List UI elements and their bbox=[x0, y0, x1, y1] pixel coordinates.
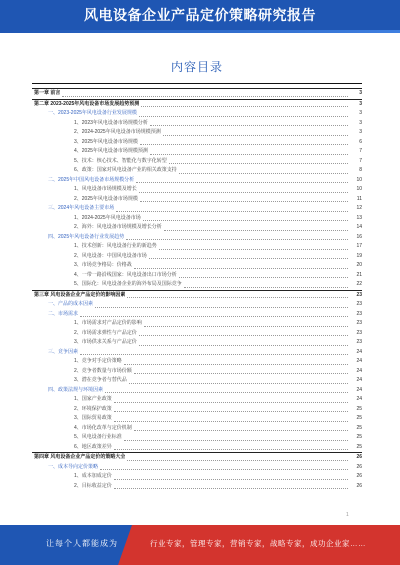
toc-entry-page: 24 bbox=[356, 386, 362, 393]
toc-entry-text: 5、风电设备行业标准 bbox=[74, 434, 122, 440]
toc-entry-page: 3 bbox=[359, 129, 362, 135]
toc-entry[interactable] bbox=[32, 147, 362, 157]
toc-page bbox=[32, 40, 362, 510]
toc-entry-page: 24 bbox=[356, 377, 362, 383]
toc-entry-page: 20 bbox=[356, 262, 362, 268]
toc-leader-dots bbox=[114, 410, 348, 412]
toc-entry-text: 一、2023-2025年风电设备行业发展规模 bbox=[48, 110, 137, 116]
toc-entry-text: 四、2025年风电设备行业发展趋势 bbox=[48, 233, 125, 240]
toc-entry-page: 23 bbox=[356, 329, 362, 336]
toc-entry-page: 25 bbox=[356, 405, 362, 412]
toc-entry[interactable] bbox=[32, 109, 362, 119]
toc-entry-page: 3 bbox=[359, 110, 362, 116]
toc-entry-text: 一、成本导向定价策略 bbox=[48, 463, 99, 470]
toc-heading: 内容目录 bbox=[170, 60, 223, 74]
toc-entry[interactable] bbox=[32, 185, 362, 195]
toc-leader-dots bbox=[140, 143, 348, 145]
toc-entry[interactable] bbox=[32, 176, 362, 186]
toc-entry-text: 三、竞争因素 bbox=[48, 348, 79, 355]
toc-entry-text: 四、政策法规与环境因素 bbox=[48, 386, 104, 393]
toc-entry-page: 3 bbox=[359, 90, 362, 96]
toc-entry-text: 3、2025年风电设备市场规模 bbox=[74, 138, 138, 145]
toc-entry[interactable] bbox=[32, 242, 362, 252]
toc-entry[interactable] bbox=[32, 443, 362, 453]
toc-entry-text: 5、技术：核心技术、智能化与数字化转型 bbox=[74, 157, 167, 164]
toc-entry[interactable] bbox=[32, 252, 362, 262]
toc-divider bbox=[32, 83, 362, 84]
header-underline bbox=[0, 30, 400, 33]
toc-entry-text: 1、技术创新：风电设备行业的新趋势 bbox=[74, 243, 157, 249]
report-header bbox=[0, 0, 400, 30]
toc-leader-dots bbox=[149, 257, 348, 259]
toc-entry-text: 4、2025年风电设备市场规模预测 bbox=[74, 148, 148, 154]
toc-entry-text: 3、市场竞争格局：价格战 bbox=[74, 262, 132, 268]
toc-leader-dots bbox=[150, 124, 348, 126]
toc-leader-dots bbox=[184, 286, 348, 288]
toc-entry-page: 25 bbox=[356, 415, 362, 421]
toc-entry[interactable] bbox=[32, 357, 362, 367]
toc-leader-dots bbox=[141, 105, 348, 107]
toc-entry[interactable] bbox=[32, 472, 362, 482]
toc-entry[interactable] bbox=[32, 395, 362, 405]
toc-leader-dots bbox=[150, 153, 348, 155]
toc-leader-dots bbox=[163, 134, 348, 136]
page-number: 1 bbox=[346, 512, 349, 518]
toc-leader-dots bbox=[179, 172, 348, 174]
toc-leader-dots bbox=[134, 372, 348, 374]
toc-entry[interactable] bbox=[32, 166, 362, 176]
toc-entry-text: 一、产品的成本因素 bbox=[48, 301, 94, 307]
toc-leader-dots bbox=[139, 115, 348, 117]
toc-entry[interactable] bbox=[32, 405, 362, 415]
toc-entry-page: 3 bbox=[359, 100, 362, 107]
toc-entry-page: 3 bbox=[359, 119, 362, 126]
toc-entry-page: 23 bbox=[356, 339, 362, 345]
toc-entry-page: 26 bbox=[356, 463, 362, 470]
toc-entry-page: 17 bbox=[356, 243, 362, 249]
toc-entry-page: 25 bbox=[356, 443, 362, 450]
toc-entry-text: 4、一带一路沿线国家：风电设备出口市场分析 bbox=[74, 271, 177, 278]
toc-entry[interactable] bbox=[32, 338, 362, 348]
toc-entry[interactable] bbox=[32, 195, 362, 205]
toc-entry-text: 2、海外：风电设备市场规模及增长分析 bbox=[74, 224, 162, 230]
toc-entry[interactable] bbox=[32, 463, 362, 473]
toc-leader-dots bbox=[124, 363, 348, 365]
toc-leader-dots bbox=[124, 439, 348, 441]
toc-entry-page: 10 bbox=[356, 176, 362, 183]
toc-entry-page: 11 bbox=[356, 195, 362, 202]
toc-entry[interactable] bbox=[32, 367, 362, 377]
toc-leader-dots bbox=[159, 248, 348, 250]
toc-entry-page: 21 bbox=[356, 271, 362, 278]
toc-entry-page: 23 bbox=[356, 291, 362, 298]
toc-leader-dots bbox=[134, 429, 348, 431]
toc-leader-dots bbox=[127, 296, 348, 298]
footer-banner bbox=[0, 525, 400, 565]
toc-leader-dots bbox=[129, 382, 348, 384]
toc-entry-page: 22 bbox=[356, 281, 362, 287]
toc-entry-text: 第二章 2023-2025年风电设备市场发展趋势预测 bbox=[34, 100, 140, 107]
toc-entry-text: 二、2025年中国风电设备市场规模分析 bbox=[48, 176, 135, 183]
toc-entry-page: 24 bbox=[356, 348, 362, 355]
toc-entry-text: 2、2025年风电设备市场规模 bbox=[74, 195, 138, 202]
toc-entry-page: 14 bbox=[356, 224, 362, 230]
toc-entry-page: 23 bbox=[356, 320, 362, 326]
toc-entry-text: 5、国际化：风电设备企业的海外布局及国际竞争 bbox=[74, 281, 182, 287]
toc-leader-dots bbox=[169, 162, 348, 164]
toc-entry-page: 6 bbox=[359, 138, 362, 145]
toc-entry[interactable] bbox=[32, 271, 362, 281]
toc-entry-text: 1、成本加成定价 bbox=[74, 473, 112, 479]
footer-slogan-left: 让每个人都能成为 bbox=[46, 539, 118, 548]
toc-list bbox=[32, 88, 362, 491]
toc-leader-dots bbox=[179, 276, 348, 278]
toc-entry-page: 24 bbox=[356, 367, 362, 374]
toc-leader-dots bbox=[139, 191, 348, 193]
toc-entry[interactable] bbox=[32, 157, 362, 167]
toc-entry[interactable] bbox=[32, 280, 362, 290]
toc-leader-dots bbox=[114, 401, 348, 403]
toc-entry-text: 1、竞争对手定价策略 bbox=[74, 358, 122, 364]
toc-leader-dots bbox=[80, 315, 348, 317]
toc-entry-page: 25 bbox=[356, 424, 362, 431]
toc-entry[interactable] bbox=[32, 214, 362, 224]
toc-entry[interactable] bbox=[32, 376, 362, 386]
toc-entry-page: 23 bbox=[356, 301, 362, 307]
toc-entry-page: 10 bbox=[356, 186, 362, 192]
toc-entry[interactable] bbox=[32, 204, 362, 214]
toc-entry-text: 二、市场需求 bbox=[48, 310, 79, 317]
toc-entry-page: 7 bbox=[359, 157, 362, 164]
toc-entry-page: 13 bbox=[356, 214, 362, 221]
toc-entry-page: 12 bbox=[356, 205, 362, 211]
toc-entry-page: 23 bbox=[356, 310, 362, 317]
toc-leader-dots bbox=[136, 181, 348, 183]
toc-leader-dots bbox=[143, 219, 348, 221]
toc-entry-text: 2、环境保护政策 bbox=[74, 405, 112, 412]
toc-leader-dots bbox=[140, 200, 348, 202]
toc-leader-dots bbox=[127, 459, 348, 461]
toc-entry[interactable] bbox=[32, 310, 362, 320]
toc-leader-dots bbox=[116, 210, 348, 212]
toc-entry-page: 24 bbox=[356, 396, 362, 402]
toc-entry-text: 1、2024-2025年风电设备市场 bbox=[74, 214, 141, 221]
toc-entry[interactable] bbox=[32, 99, 362, 110]
toc-entry-text: 6、政策：国家对风电设备产业的相关政策支持 bbox=[74, 167, 177, 173]
toc-entry[interactable] bbox=[32, 414, 362, 424]
toc-leader-dots bbox=[62, 95, 348, 97]
toc-entry[interactable] bbox=[32, 452, 362, 463]
toc-entry-page: 24 bbox=[356, 358, 362, 364]
toc-leader-dots bbox=[114, 478, 348, 480]
toc-entry[interactable] bbox=[32, 319, 362, 329]
toc-entry[interactable] bbox=[32, 119, 362, 129]
toc-entry[interactable] bbox=[32, 233, 362, 243]
toc-entry-text: 2、风电设备：中国风电设备市场 bbox=[74, 252, 147, 259]
toc-entry-page: 25 bbox=[356, 434, 362, 440]
toc-entry-text: 第三章 风电设备企业产品定价的影响因素 bbox=[34, 291, 126, 298]
toc-leader-dots bbox=[126, 238, 348, 240]
toc-entry[interactable] bbox=[32, 300, 362, 310]
toc-entry-text: 三、2024年风电设备主要市场 bbox=[48, 205, 115, 211]
footer-slogan-right: 行业专家，管理专家，营销专家，战略专家，成功企业家…… bbox=[150, 539, 366, 548]
toc-entry[interactable] bbox=[32, 329, 362, 339]
toc-entry-page: 8 bbox=[359, 167, 362, 173]
toc-entry[interactable] bbox=[32, 261, 362, 271]
toc-leader-dots bbox=[139, 344, 348, 346]
toc-leader-dots bbox=[164, 229, 348, 231]
toc-entry-text: 3、潜在竞争者与替代品 bbox=[74, 377, 127, 383]
toc-leader-dots bbox=[139, 334, 348, 336]
toc-entry[interactable] bbox=[32, 433, 362, 443]
toc-leader-dots bbox=[100, 468, 348, 470]
toc-entry-text: 4、市场化改革与定价机制 bbox=[74, 424, 132, 431]
toc-leader-dots bbox=[114, 420, 348, 422]
toc-entry[interactable] bbox=[32, 290, 362, 301]
toc-entry-text: 2、2024-2025年风电设备市场规模预测 bbox=[74, 129, 161, 135]
toc-entry[interactable] bbox=[32, 348, 362, 358]
toc-entry-text: 3、国际贸易政策 bbox=[74, 415, 112, 421]
toc-leader-dots bbox=[114, 487, 348, 489]
toc-entry[interactable] bbox=[32, 88, 362, 99]
toc-entry-text: 1、市场需求对产品定价的影响 bbox=[74, 320, 142, 326]
toc-entry-text: 6、地区政策差异 bbox=[74, 443, 112, 450]
toc-entry-text: 2、竞争者数量与市场份额 bbox=[74, 367, 132, 374]
toc-leader-dots bbox=[114, 448, 348, 450]
toc-entry-page: 19 bbox=[356, 252, 362, 259]
toc-entry-text: 第四章 风电设备企业产品定价的策略大全 bbox=[34, 454, 126, 460]
toc-entry-text: 2、目标收益定价 bbox=[74, 482, 112, 489]
toc-entry-text: 1、国家产业政策 bbox=[74, 396, 112, 402]
toc-leader-dots bbox=[80, 353, 348, 355]
toc-leader-dots bbox=[144, 325, 348, 327]
toc-entry-page: 26 bbox=[356, 454, 362, 460]
toc-entry-page: 16 bbox=[356, 233, 362, 240]
toc-entry-page: 26 bbox=[356, 473, 362, 479]
toc-entry[interactable] bbox=[32, 386, 362, 396]
toc-entry[interactable] bbox=[32, 482, 362, 492]
toc-entry-text: 1、风电设备市场规模及增长 bbox=[74, 186, 137, 192]
toc-entry-text: 2、市场需求弹性与产品定价 bbox=[74, 329, 137, 336]
toc-leader-dots bbox=[134, 267, 348, 269]
toc-entry-page: 7 bbox=[359, 148, 362, 154]
toc-entry-text: 第一章 前言 bbox=[34, 90, 61, 96]
toc-entry[interactable] bbox=[32, 424, 362, 434]
toc-leader-dots bbox=[105, 391, 348, 393]
report-title: 风电设备企业产品定价策略研究报告 bbox=[84, 7, 316, 23]
toc-leader-dots bbox=[95, 306, 348, 308]
toc-entry-text: 1、2023年风电设备市场规模分析 bbox=[74, 119, 148, 126]
toc-entry[interactable] bbox=[32, 223, 362, 233]
toc-entry-page: 26 bbox=[356, 482, 362, 489]
toc-entry[interactable] bbox=[32, 128, 362, 138]
toc-entry-text: 3、市场供求关系与产品定价 bbox=[74, 339, 137, 345]
toc-entry[interactable] bbox=[32, 138, 362, 148]
